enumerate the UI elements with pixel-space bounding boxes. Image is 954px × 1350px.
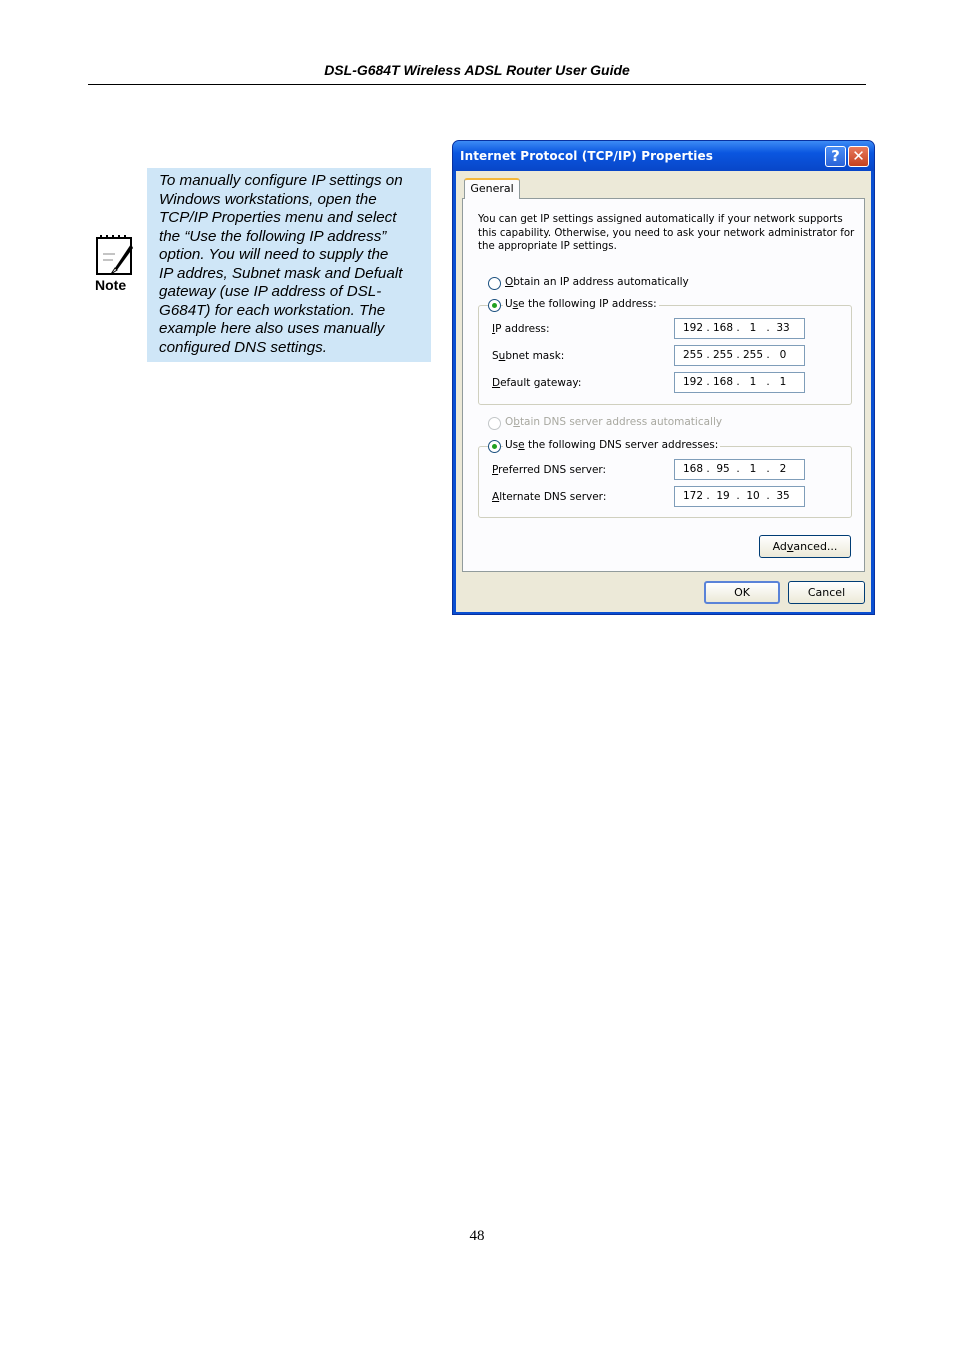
octet[interactable]: 35 (776, 490, 790, 502)
octet[interactable]: 1 (749, 376, 757, 388)
general-panel (462, 198, 865, 572)
radio-obtain-dns-auto-label: Obtain DNS server address automatically (505, 416, 723, 428)
advanced-button[interactable]: Advanced... (759, 535, 851, 558)
note-line: example here also uses manually (159, 320, 385, 337)
octet[interactable]: 172 (682, 490, 704, 502)
octet[interactable]: 255 (712, 349, 734, 361)
octet[interactable]: 255 (682, 349, 704, 361)
note-box (147, 168, 431, 362)
ip-address-label: IP address: (492, 323, 550, 335)
octet[interactable]: 1 (749, 463, 757, 475)
description (478, 213, 855, 254)
ok-button[interactable]: OK (704, 581, 780, 604)
octet[interactable]: 168 (712, 322, 734, 334)
dialog-titlebar[interactable] (453, 141, 874, 171)
radio-obtain-ip-auto[interactable] (488, 277, 501, 290)
octet[interactable]: 255 (742, 349, 764, 361)
note-icon (95, 234, 135, 278)
close-button[interactable] (848, 146, 869, 167)
alternate-dns-label: Alternate DNS server: (492, 491, 607, 503)
tab-general[interactable]: General (464, 178, 520, 199)
description-line: this capability. Otherwise, you need to ask your network administrator for (478, 227, 855, 239)
description-line: the appropriate IP settings. (478, 241, 617, 252)
note-line: To manually configure IP settings on (159, 172, 403, 189)
note-line: IP addres, Subnet mask and Defualt (159, 264, 403, 282)
note-line: Windows workstations, open the (159, 190, 377, 208)
octet[interactable]: 10 (746, 490, 760, 502)
radio-obtain-dns-auto (488, 417, 501, 430)
note-line: TCP/IP Properties menu and select (159, 209, 397, 226)
close-icon: ✕ (852, 147, 865, 165)
help-icon: ? (831, 147, 840, 165)
octet[interactable]: 168 (682, 463, 704, 475)
octet[interactable]: 2 (779, 463, 787, 475)
octet[interactable]: 95 (716, 463, 730, 475)
preferred-dns-label: Preferred DNS server: (492, 464, 607, 476)
dialog-title: Internet Protocol (TCP/IP) Properties (460, 149, 713, 163)
octet[interactable]: 0 (779, 349, 787, 361)
octet[interactable]: 192 (682, 322, 704, 334)
note-line: gateway (use IP address of DSL- (159, 283, 382, 300)
help-button[interactable] (825, 146, 846, 167)
header-rule (88, 84, 866, 85)
octet[interactable]: 1 (749, 322, 757, 334)
cancel-button[interactable]: Cancel (788, 581, 865, 604)
subnet-mask-label: Subnet mask: (492, 350, 565, 362)
radio-obtain-ip-auto-label[interactable]: Obtain an IP address automatically (505, 276, 689, 288)
ip-address-field[interactable]: 192 . 168 . 1 . 33 (674, 318, 805, 339)
octet[interactable]: 1 (779, 376, 787, 388)
octet[interactable]: 192 (682, 376, 704, 388)
page-header-title: DSL-G684T Wireless ADSL Router User Guide (324, 62, 630, 78)
octet[interactable]: 168 (712, 376, 734, 388)
radio-use-ip-label[interactable]: Use the following IP address: (505, 298, 657, 310)
subnet-mask-field[interactable]: 255 . 255 . 255 . 0 (674, 345, 805, 366)
note-line: option. You will need to supply the (159, 246, 389, 263)
note-line: configured DNS settings. (159, 338, 327, 356)
dns-group (478, 446, 852, 518)
dialog-client (456, 171, 871, 612)
default-gateway-field[interactable]: 192 . 168 . 1 . 1 (674, 372, 805, 393)
radio-use-dns[interactable] (488, 440, 501, 453)
tcpip-properties-dialog (452, 140, 875, 615)
note-line: G684T) for each workstation. The (159, 301, 386, 319)
description-line: You can get IP settings assigned automatically if your network supports (478, 214, 843, 225)
note-line: the “Use the following IP address” (159, 227, 387, 245)
octet[interactable]: 19 (716, 490, 730, 502)
alternate-dns-field[interactable]: 172 . 19 . 10 . 35 (674, 486, 805, 507)
radio-use-dns-label[interactable]: Use the following DNS server addresses: (505, 439, 719, 451)
default-gateway-label: Default gateway: (492, 377, 582, 389)
preferred-dns-field[interactable]: 168 . 95 . 1 . 2 (674, 459, 805, 480)
note-label: Note (95, 277, 127, 293)
page-number: 48 (469, 1228, 485, 1244)
radio-use-ip[interactable] (488, 299, 501, 312)
octet[interactable]: 33 (776, 322, 790, 334)
